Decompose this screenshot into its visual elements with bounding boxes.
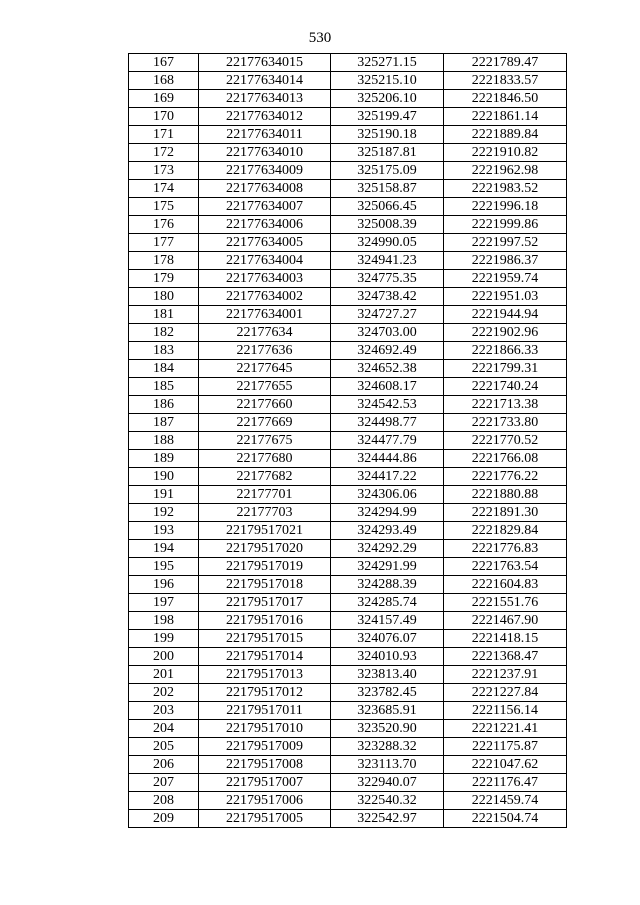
row-index-cell: 176 xyxy=(129,216,199,234)
row-index-cell: 203 xyxy=(129,702,199,720)
table-row xyxy=(129,72,567,90)
y-coordinate-cell: 2221986.37 xyxy=(444,252,567,270)
point-id-cell: 22179517015 xyxy=(199,630,331,648)
x-coordinate-cell: 324291.99 xyxy=(331,558,444,576)
row-index-cell: 174 xyxy=(129,180,199,198)
x-coordinate-cell: 322540.32 xyxy=(331,792,444,810)
y-coordinate-cell: 2221713.38 xyxy=(444,396,567,414)
row-index-cell: 188 xyxy=(129,432,199,450)
table-row xyxy=(129,792,567,810)
y-coordinate-cell: 2221368.47 xyxy=(444,648,567,666)
x-coordinate-cell: 325190.18 xyxy=(331,126,444,144)
x-coordinate-cell: 324498.77 xyxy=(331,414,444,432)
row-index-cell: 209 xyxy=(129,810,199,828)
row-index-cell: 172 xyxy=(129,144,199,162)
table-row xyxy=(129,144,567,162)
x-coordinate-cell: 324285.74 xyxy=(331,594,444,612)
x-coordinate-cell: 324288.39 xyxy=(331,576,444,594)
row-index-cell: 169 xyxy=(129,90,199,108)
point-id-cell: 22177703 xyxy=(199,504,331,522)
point-id-cell: 22177645 xyxy=(199,360,331,378)
point-id-cell: 22179517005 xyxy=(199,810,331,828)
point-id-cell: 22177634001 xyxy=(199,306,331,324)
row-index-cell: 179 xyxy=(129,270,199,288)
point-id-cell: 22179517010 xyxy=(199,720,331,738)
x-coordinate-cell: 324608.17 xyxy=(331,378,444,396)
x-coordinate-cell: 325215.10 xyxy=(331,72,444,90)
x-coordinate-cell: 324692.49 xyxy=(331,342,444,360)
row-index-cell: 178 xyxy=(129,252,199,270)
x-coordinate-cell: 324010.93 xyxy=(331,648,444,666)
row-index-cell: 200 xyxy=(129,648,199,666)
point-id-cell: 22177634006 xyxy=(199,216,331,234)
row-index-cell: 175 xyxy=(129,198,199,216)
table-row xyxy=(129,684,567,702)
point-id-cell: 22177669 xyxy=(199,414,331,432)
y-coordinate-cell: 2221156.14 xyxy=(444,702,567,720)
table-row xyxy=(129,342,567,360)
y-coordinate-cell: 2221176.47 xyxy=(444,774,567,792)
row-index-cell: 207 xyxy=(129,774,199,792)
row-index-cell: 201 xyxy=(129,666,199,684)
y-coordinate-cell: 2221776.22 xyxy=(444,468,567,486)
point-id-cell: 22177634011 xyxy=(199,126,331,144)
point-id-cell: 22177634013 xyxy=(199,90,331,108)
x-coordinate-cell: 324477.79 xyxy=(331,432,444,450)
y-coordinate-cell: 2221799.31 xyxy=(444,360,567,378)
x-coordinate-cell: 325158.87 xyxy=(331,180,444,198)
y-coordinate-cell: 2221175.87 xyxy=(444,738,567,756)
point-id-cell: 22179517014 xyxy=(199,648,331,666)
row-index-cell: 197 xyxy=(129,594,199,612)
row-index-cell: 208 xyxy=(129,792,199,810)
point-id-cell: 22179517021 xyxy=(199,522,331,540)
row-index-cell: 191 xyxy=(129,486,199,504)
point-id-cell: 22177634007 xyxy=(199,198,331,216)
row-index-cell: 170 xyxy=(129,108,199,126)
row-index-cell: 190 xyxy=(129,468,199,486)
x-coordinate-cell: 323685.91 xyxy=(331,702,444,720)
row-index-cell: 198 xyxy=(129,612,199,630)
x-coordinate-cell: 324941.23 xyxy=(331,252,444,270)
table-row xyxy=(129,450,567,468)
point-id-cell: 22177634008 xyxy=(199,180,331,198)
y-coordinate-cell: 2221829.84 xyxy=(444,522,567,540)
y-coordinate-cell: 2221996.18 xyxy=(444,198,567,216)
coordinates-table xyxy=(128,53,567,828)
x-coordinate-cell: 324306.06 xyxy=(331,486,444,504)
row-index-cell: 202 xyxy=(129,684,199,702)
row-index-cell: 182 xyxy=(129,324,199,342)
y-coordinate-cell: 2221846.50 xyxy=(444,90,567,108)
x-coordinate-cell: 324157.49 xyxy=(331,612,444,630)
point-id-cell: 22179517008 xyxy=(199,756,331,774)
row-index-cell: 196 xyxy=(129,576,199,594)
point-id-cell: 22177634012 xyxy=(199,108,331,126)
x-coordinate-cell: 324292.29 xyxy=(331,540,444,558)
y-coordinate-cell: 2221551.76 xyxy=(444,594,567,612)
x-coordinate-cell: 322542.97 xyxy=(331,810,444,828)
y-coordinate-cell: 2221910.82 xyxy=(444,144,567,162)
y-coordinate-cell: 2221504.74 xyxy=(444,810,567,828)
y-coordinate-cell: 2221733.80 xyxy=(444,414,567,432)
row-index-cell: 189 xyxy=(129,450,199,468)
y-coordinate-cell: 2221776.83 xyxy=(444,540,567,558)
row-index-cell: 186 xyxy=(129,396,199,414)
point-id-cell: 22177634 xyxy=(199,324,331,342)
y-coordinate-cell: 2221467.90 xyxy=(444,612,567,630)
coordinates-table-body xyxy=(129,54,567,828)
y-coordinate-cell: 2221459.74 xyxy=(444,792,567,810)
y-coordinate-cell: 2221866.33 xyxy=(444,342,567,360)
point-id-cell: 22177634005 xyxy=(199,234,331,252)
point-id-cell: 22179517020 xyxy=(199,540,331,558)
point-id-cell: 22177701 xyxy=(199,486,331,504)
y-coordinate-cell: 2221999.86 xyxy=(444,216,567,234)
y-coordinate-cell: 2221880.88 xyxy=(444,486,567,504)
table-row xyxy=(129,468,567,486)
x-coordinate-cell: 324775.35 xyxy=(331,270,444,288)
table-row xyxy=(129,126,567,144)
row-index-cell: 168 xyxy=(129,72,199,90)
x-coordinate-cell: 323520.90 xyxy=(331,720,444,738)
row-index-cell: 192 xyxy=(129,504,199,522)
y-coordinate-cell: 2221237.91 xyxy=(444,666,567,684)
row-index-cell: 193 xyxy=(129,522,199,540)
point-id-cell: 22177634009 xyxy=(199,162,331,180)
row-index-cell: 173 xyxy=(129,162,199,180)
table-row xyxy=(129,612,567,630)
table-row xyxy=(129,324,567,342)
table-row xyxy=(129,666,567,684)
table-row xyxy=(129,54,567,72)
row-index-cell: 205 xyxy=(129,738,199,756)
row-index-cell: 177 xyxy=(129,234,199,252)
x-coordinate-cell: 325008.39 xyxy=(331,216,444,234)
y-coordinate-cell: 2221740.24 xyxy=(444,378,567,396)
point-id-cell: 22177634003 xyxy=(199,270,331,288)
x-coordinate-cell: 325175.09 xyxy=(331,162,444,180)
y-coordinate-cell: 2221047.62 xyxy=(444,756,567,774)
y-coordinate-cell: 2221983.52 xyxy=(444,180,567,198)
point-id-cell: 22177655 xyxy=(199,378,331,396)
point-id-cell: 22177634014 xyxy=(199,72,331,90)
table-row xyxy=(129,540,567,558)
y-coordinate-cell: 2221604.83 xyxy=(444,576,567,594)
x-coordinate-cell: 325271.15 xyxy=(331,54,444,72)
row-index-cell: 195 xyxy=(129,558,199,576)
row-index-cell: 167 xyxy=(129,54,199,72)
point-id-cell: 22179517009 xyxy=(199,738,331,756)
point-id-cell: 22179517011 xyxy=(199,702,331,720)
table-row xyxy=(129,738,567,756)
point-id-cell: 22177634002 xyxy=(199,288,331,306)
row-index-cell: 194 xyxy=(129,540,199,558)
row-index-cell: 206 xyxy=(129,756,199,774)
point-id-cell: 22177634004 xyxy=(199,252,331,270)
x-coordinate-cell: 323113.70 xyxy=(331,756,444,774)
y-coordinate-cell: 2221889.84 xyxy=(444,126,567,144)
y-coordinate-cell: 2221959.74 xyxy=(444,270,567,288)
table-row xyxy=(129,270,567,288)
point-id-cell: 22177680 xyxy=(199,450,331,468)
y-coordinate-cell: 2221962.98 xyxy=(444,162,567,180)
table-row xyxy=(129,216,567,234)
table-row xyxy=(129,486,567,504)
x-coordinate-cell: 325199.47 xyxy=(331,108,444,126)
table-row xyxy=(129,180,567,198)
x-coordinate-cell: 324990.05 xyxy=(331,234,444,252)
table-row xyxy=(129,702,567,720)
row-index-cell: 187 xyxy=(129,414,199,432)
table-row xyxy=(129,252,567,270)
table-row xyxy=(129,630,567,648)
row-index-cell: 184 xyxy=(129,360,199,378)
point-id-cell: 22179517018 xyxy=(199,576,331,594)
y-coordinate-cell: 2221763.54 xyxy=(444,558,567,576)
x-coordinate-cell: 323288.32 xyxy=(331,738,444,756)
x-coordinate-cell: 324738.42 xyxy=(331,288,444,306)
table-row xyxy=(129,432,567,450)
y-coordinate-cell: 2221227.84 xyxy=(444,684,567,702)
table-row xyxy=(129,162,567,180)
point-id-cell: 22177660 xyxy=(199,396,331,414)
x-coordinate-cell: 324417.22 xyxy=(331,468,444,486)
table-row xyxy=(129,198,567,216)
point-id-cell: 22179517013 xyxy=(199,666,331,684)
x-coordinate-cell: 323782.45 xyxy=(331,684,444,702)
x-coordinate-cell: 324542.53 xyxy=(331,396,444,414)
point-id-cell: 22179517007 xyxy=(199,774,331,792)
table-row xyxy=(129,504,567,522)
point-id-cell: 22177634010 xyxy=(199,144,331,162)
table-row xyxy=(129,774,567,792)
y-coordinate-cell: 2221766.08 xyxy=(444,450,567,468)
x-coordinate-cell: 324293.49 xyxy=(331,522,444,540)
y-coordinate-cell: 2221770.52 xyxy=(444,432,567,450)
x-coordinate-cell: 325206.10 xyxy=(331,90,444,108)
point-id-cell: 22177634015 xyxy=(199,54,331,72)
y-coordinate-cell: 2221902.96 xyxy=(444,324,567,342)
y-coordinate-cell: 2221789.47 xyxy=(444,54,567,72)
row-index-cell: 183 xyxy=(129,342,199,360)
point-id-cell: 22177675 xyxy=(199,432,331,450)
y-coordinate-cell: 2221418.15 xyxy=(444,630,567,648)
point-id-cell: 22179517019 xyxy=(199,558,331,576)
row-index-cell: 185 xyxy=(129,378,199,396)
table-row xyxy=(129,648,567,666)
y-coordinate-cell: 2221833.57 xyxy=(444,72,567,90)
point-id-cell: 22179517006 xyxy=(199,792,331,810)
point-id-cell: 22179517016 xyxy=(199,612,331,630)
y-coordinate-cell: 2221861.14 xyxy=(444,108,567,126)
table-row xyxy=(129,396,567,414)
page-number: 530 xyxy=(308,30,332,46)
x-coordinate-cell: 324727.27 xyxy=(331,306,444,324)
point-id-cell: 22179517012 xyxy=(199,684,331,702)
table-row xyxy=(129,756,567,774)
table-row xyxy=(129,594,567,612)
y-coordinate-cell: 2221221.41 xyxy=(444,720,567,738)
table-row xyxy=(129,378,567,396)
x-coordinate-cell: 324652.38 xyxy=(331,360,444,378)
x-coordinate-cell: 325187.81 xyxy=(331,144,444,162)
table-row xyxy=(129,414,567,432)
table-row xyxy=(129,810,567,828)
row-index-cell: 204 xyxy=(129,720,199,738)
row-index-cell: 171 xyxy=(129,126,199,144)
row-index-cell: 181 xyxy=(129,306,199,324)
row-index-cell: 180 xyxy=(129,288,199,306)
point-id-cell: 22177682 xyxy=(199,468,331,486)
x-coordinate-cell: 323813.40 xyxy=(331,666,444,684)
x-coordinate-cell: 324444.86 xyxy=(331,450,444,468)
table-row xyxy=(129,234,567,252)
y-coordinate-cell: 2221997.52 xyxy=(444,234,567,252)
table-row xyxy=(129,288,567,306)
y-coordinate-cell: 2221951.03 xyxy=(444,288,567,306)
row-index-cell: 199 xyxy=(129,630,199,648)
table-row xyxy=(129,306,567,324)
point-id-cell: 22177636 xyxy=(199,342,331,360)
x-coordinate-cell: 324294.99 xyxy=(331,504,444,522)
point-id-cell: 22179517017 xyxy=(199,594,331,612)
x-coordinate-cell: 325066.45 xyxy=(331,198,444,216)
table-row xyxy=(129,558,567,576)
table-row xyxy=(129,720,567,738)
x-coordinate-cell: 324703.00 xyxy=(331,324,444,342)
table-row xyxy=(129,576,567,594)
table-row xyxy=(129,522,567,540)
y-coordinate-cell: 2221891.30 xyxy=(444,504,567,522)
x-coordinate-cell: 324076.07 xyxy=(331,630,444,648)
y-coordinate-cell: 2221944.94 xyxy=(444,306,567,324)
table-row xyxy=(129,90,567,108)
table-row xyxy=(129,360,567,378)
table-row xyxy=(129,108,567,126)
x-coordinate-cell: 322940.07 xyxy=(331,774,444,792)
